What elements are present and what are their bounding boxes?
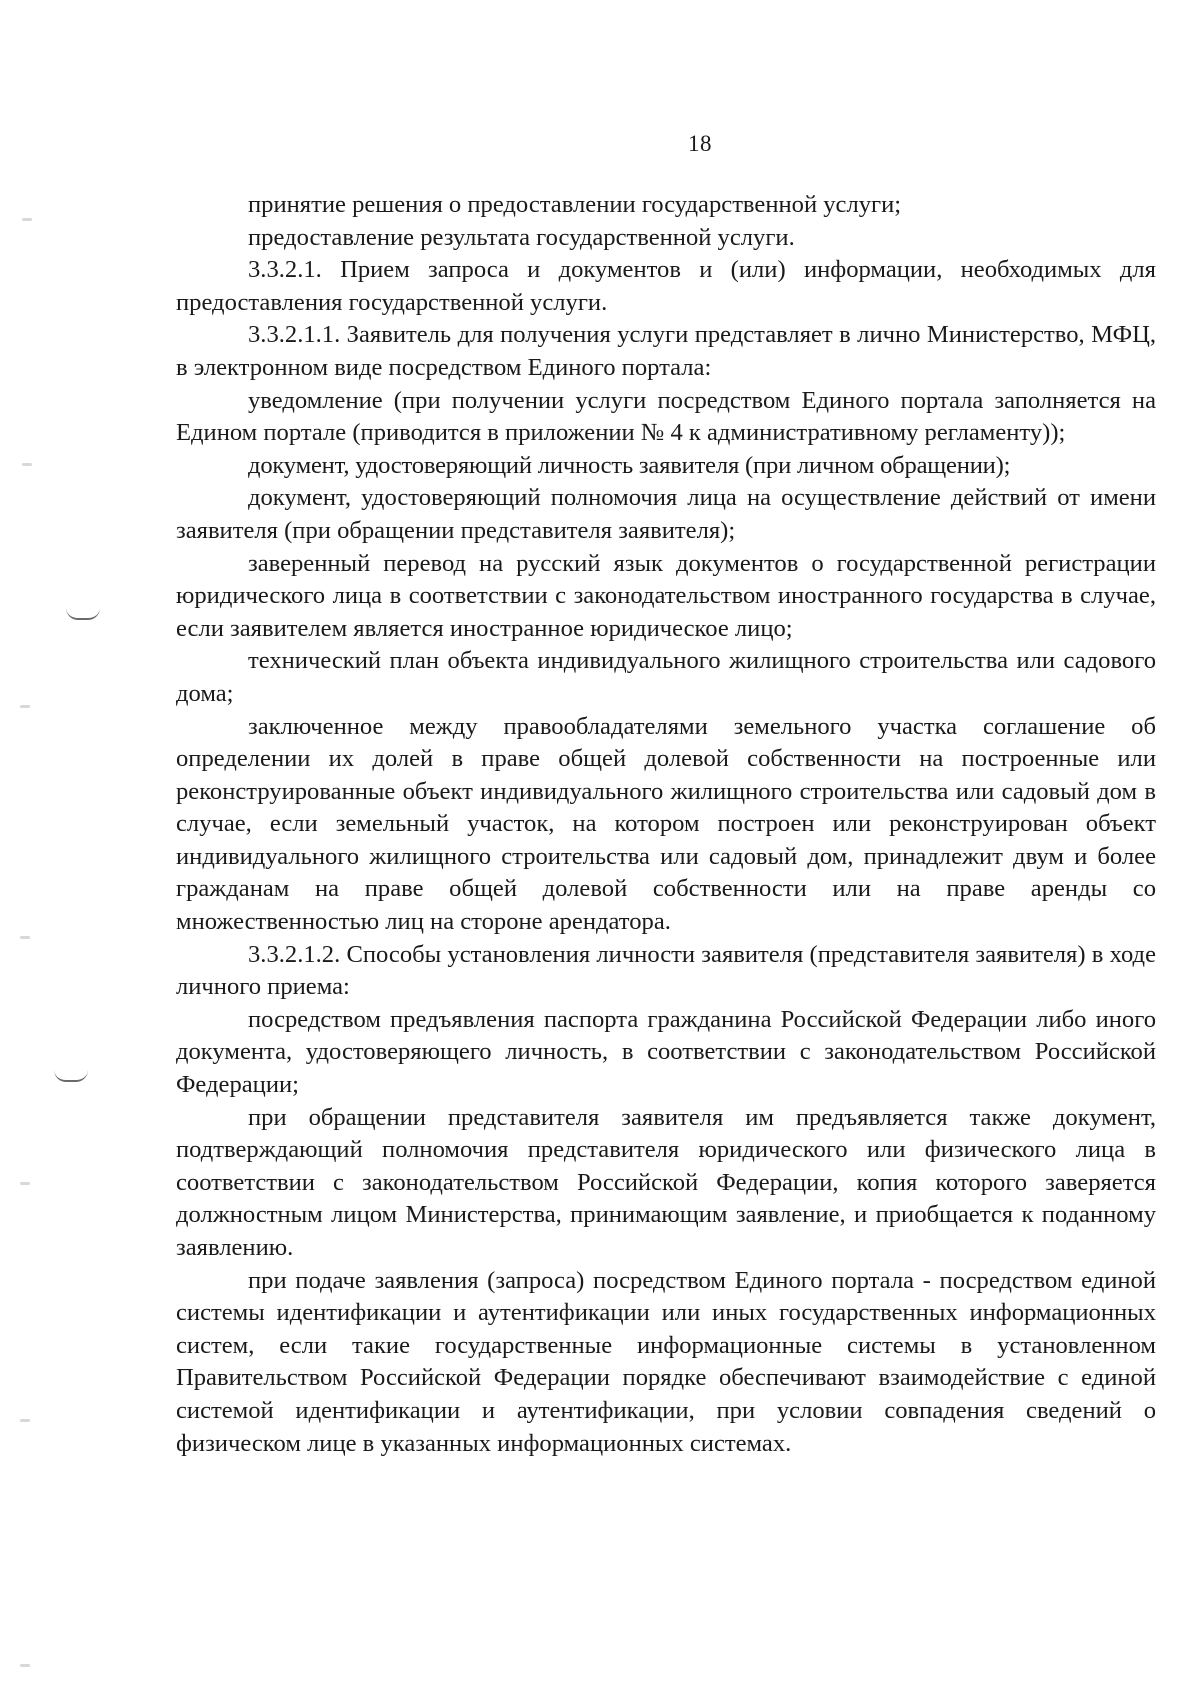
paragraph-12: посредством предъявления паспорта гражданина Российской Федерации либо иного документа, удостоверяющего личность, в соответствии с законодательством Российской Федерации;: [176, 1005, 1156, 1099]
paragraph-13: при обращении представителя заявителя им предъявляется также документ, подтверждающий полномочия представителя юридического или физического лица в соответствии с законодательством Российской Федерации, копия которого заверяется должностным лицом Министерства, принимающим заявление, и приобщается к поданному заявлению.: [176, 1103, 1156, 1261]
scan-speck: [20, 936, 30, 939]
scan-speck: [20, 705, 30, 708]
scan-speck: [20, 1664, 30, 1667]
punch-hole-mark: [54, 1070, 88, 1082]
paragraph-4: 3.3.2.1.1. Заявитель для получения услуги представляет в лично Министерство, МФЦ, в электронном виде посредством Единого портала:: [176, 321, 1156, 381]
paragraph-6: документ, удостоверяющий личность заявителя (при личном обращении);: [248, 451, 1011, 479]
paragraph-2: предоставление результата государственной услуги.: [248, 223, 795, 251]
paragraph-7: документ, удостоверяющий полномочия лица на осуществление действий от имени заявителя (при обращении представителя заявителя);: [176, 484, 1156, 544]
paragraph-10: заключенное между правообладателями земельного участка соглашение об определении их долей в праве общей долевой собственности на построенные или реконструированные объект индивидуального жилищного строительства или садовый дом в случае, если земельный участок, на котором построен или реконструирован объект индивидуального жилищного строительства или садовый дом, принадлежит двум и более гражданам на праве общей долевой собственности или на праве аренды со множественностью лиц на стороне арендатора.: [176, 712, 1156, 936]
scan-speck: [22, 218, 32, 221]
page-number: 18: [688, 131, 712, 156]
paragraph-1: принятие решения о предоставлении государственной услуги;: [248, 191, 902, 218]
paragraph-9: технический план объекта индивидуального жилищного строительства или садового дома;: [176, 647, 1156, 707]
paragraph-8: заверенный перевод на русский язык документов о государственной регистрации юридического лица в соответствии с законодательством иностранного государства в случае, если заявителем является иностранное юридическое лицо;: [176, 549, 1156, 642]
paragraph-11: 3.3.2.1.2. Способы установления личности заявителя (представителя заявителя) в ходе личного приема:: [176, 940, 1156, 1001]
paragraph-3: 3.3.2.1. Прием запроса и документов и (или) информации, необходимых для предоставления государственной услуги.: [176, 256, 1156, 316]
paragraph-14: при подаче заявления (запроса) посредством Единого портала - посредством единой системы идентификации и аутентификации или иных государственных информационных систем, если такие государственные информационные системы в установленном Правительством Российской Федерации порядке обеспечивают взаимодействие с единой системой идентификации и аутентификации, при условии совпадения сведений о физическом лице в указанных информационных системах.: [176, 1266, 1156, 1457]
paragraph-5: уведомление (при получении услуги посредством Единого портала заполняется на Едином портале (приводится в приложении № 4 к административному регламенту));: [176, 386, 1156, 447]
document-body: [176, 189, 1156, 1460]
scan-speck: [20, 1182, 30, 1185]
scan-speck: [22, 463, 32, 466]
punch-hole-mark: [66, 608, 100, 620]
scan-speck: [20, 1419, 30, 1422]
